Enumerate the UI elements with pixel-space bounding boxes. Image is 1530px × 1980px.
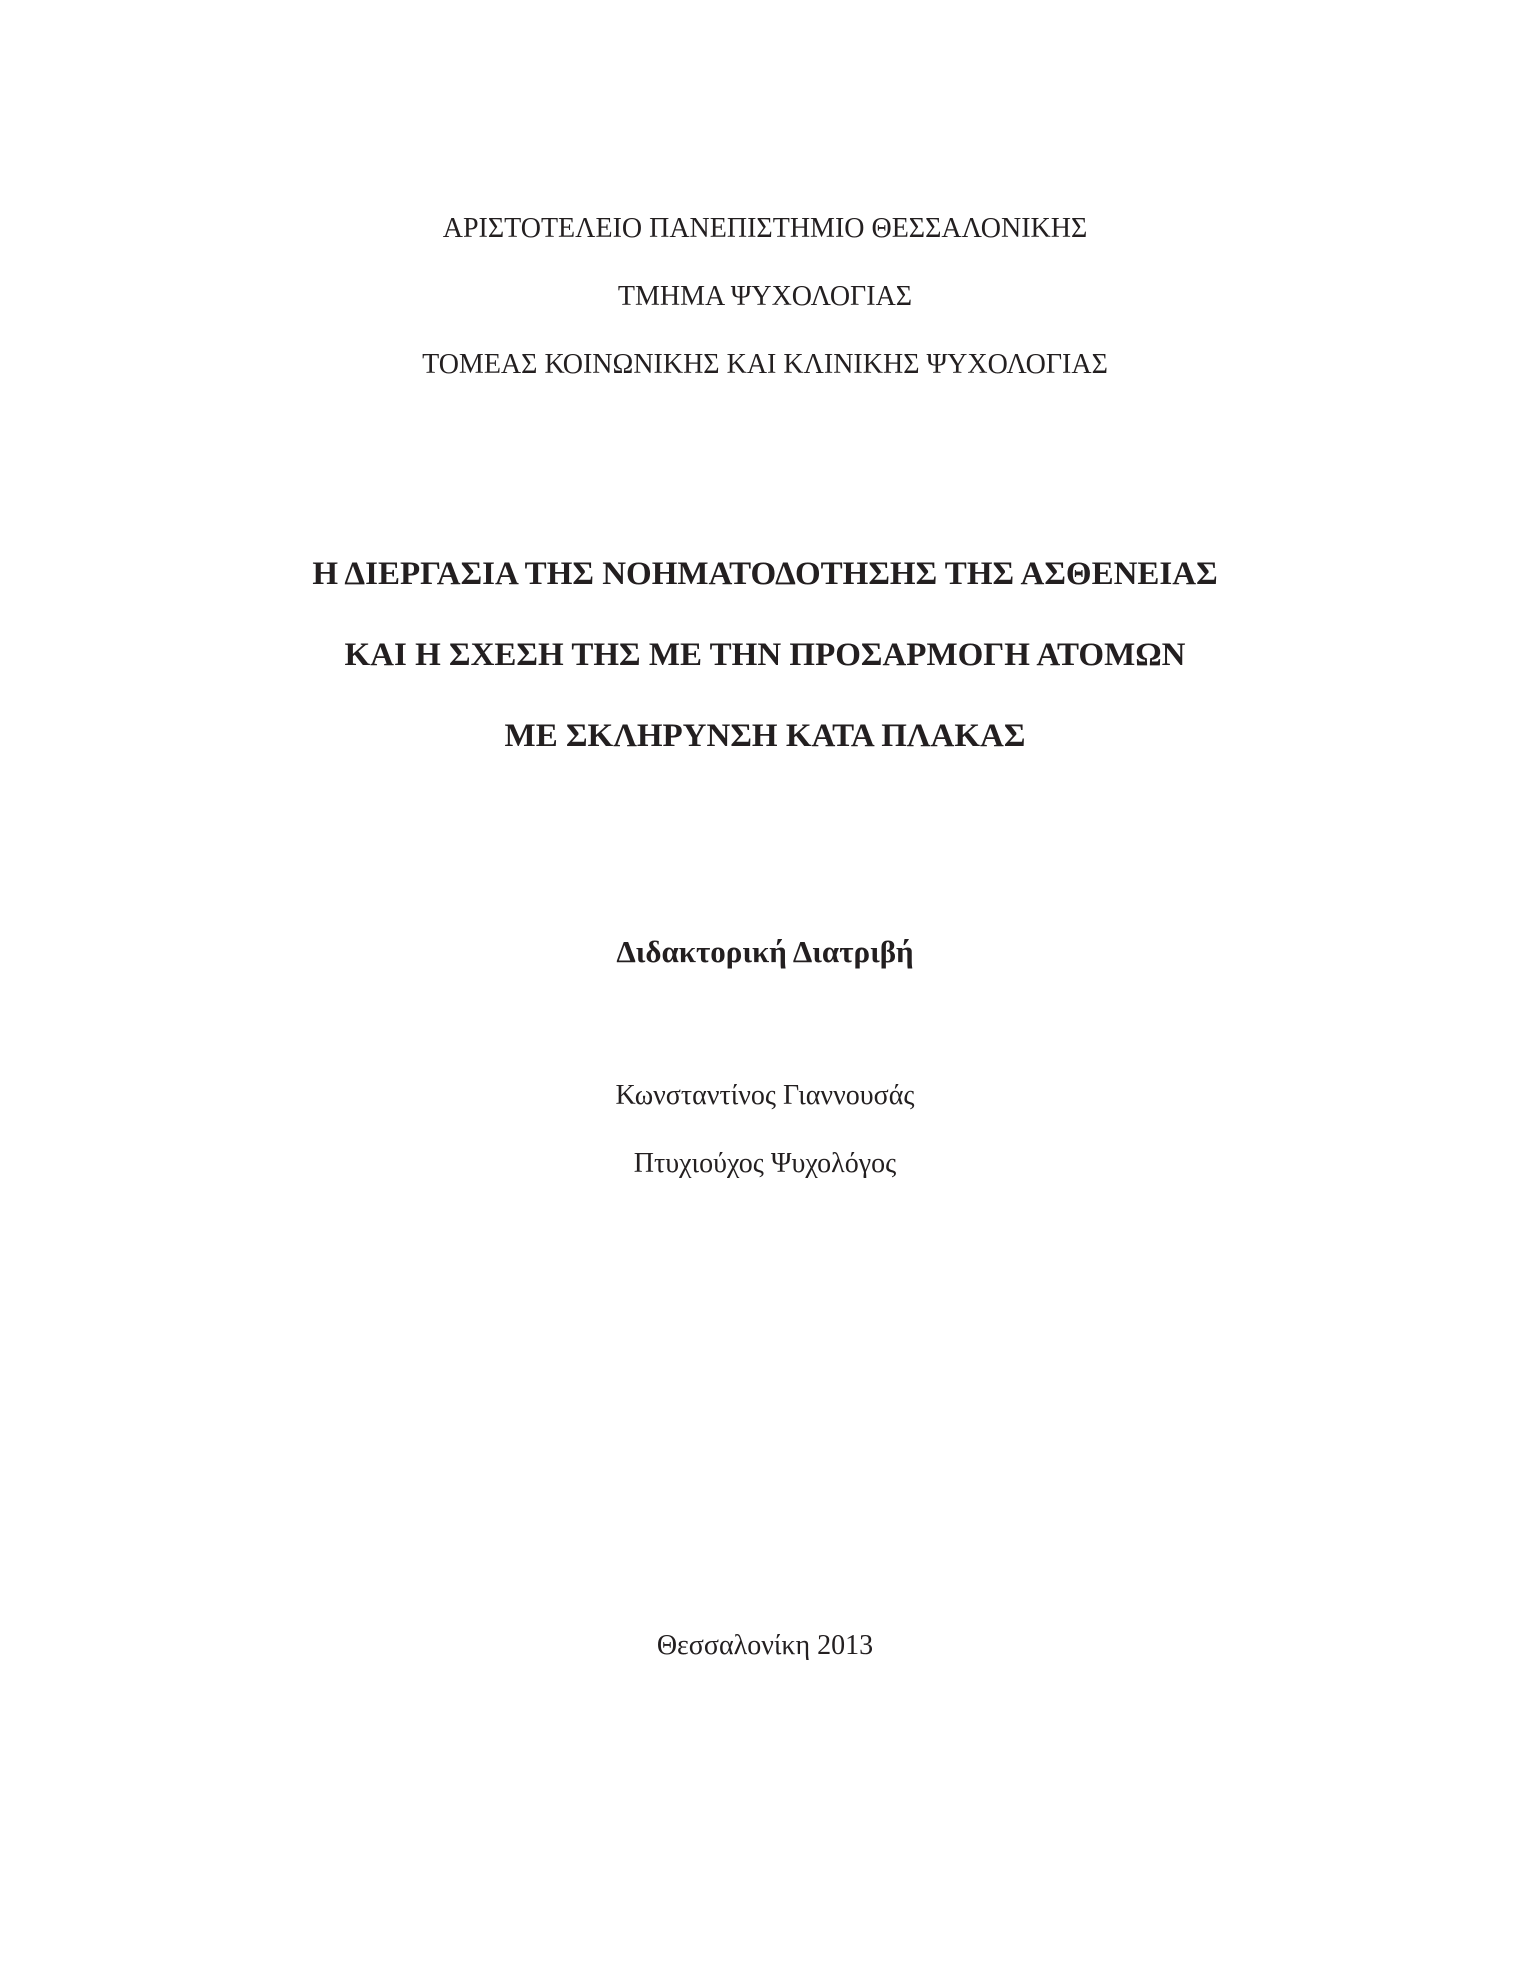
author-degree: Πτυχιούχος Ψυχολόγος <box>633 1148 897 1179</box>
department-name: ΤΜΗΜΑ ΨΥΧΟΛΟΓΙΑΣ <box>617 281 913 312</box>
place-and-year: Θεσσαλονίκη 2013 <box>656 1630 874 1661</box>
university-name: ΑΡΙΣΤΟΤΕΛΕΙΟ ΠΑΝΕΠΙΣΤΗΜΙΟ ΘΕΣΣΑΛΟΝΙΚΗΣ <box>442 213 1088 244</box>
thesis-title-line-1: Η ΔΙΕΡΓΑΣΙΑ ΤΗΣ ΝΟΗΜΑΤΟΔΟΤΗΣΗΣ ΤΗΣ ΑΣΘΕΝΕΙΑΣ <box>312 556 1218 592</box>
thesis-title-line-2: ΚΑΙ Η ΣΧΕΣΗ ΤΗΣ ΜΕ ΤΗΝ ΠΡΟΣΑΡΜΟΓΗ ΑΤΟΜΩΝ <box>344 637 1186 673</box>
thesis-title-line-3: ΜΕ ΣΚΛΗΡΥΝΣΗ ΚΑΤΑ ΠΛΑΚΑΣ <box>504 718 1026 754</box>
author-name: Κωνσταντίνος Γιαννουσάς <box>615 1080 915 1111</box>
document-type: Διδακτορική Διατριβή <box>616 934 914 969</box>
sector-name: ΤΟΜΕΑΣ ΚΟΙΝΩΝΙΚΗΣ ΚΑΙ ΚΛΙΝΙΚΗΣ ΨΥΧΟΛΟΓΙΑΣ <box>422 349 1108 380</box>
